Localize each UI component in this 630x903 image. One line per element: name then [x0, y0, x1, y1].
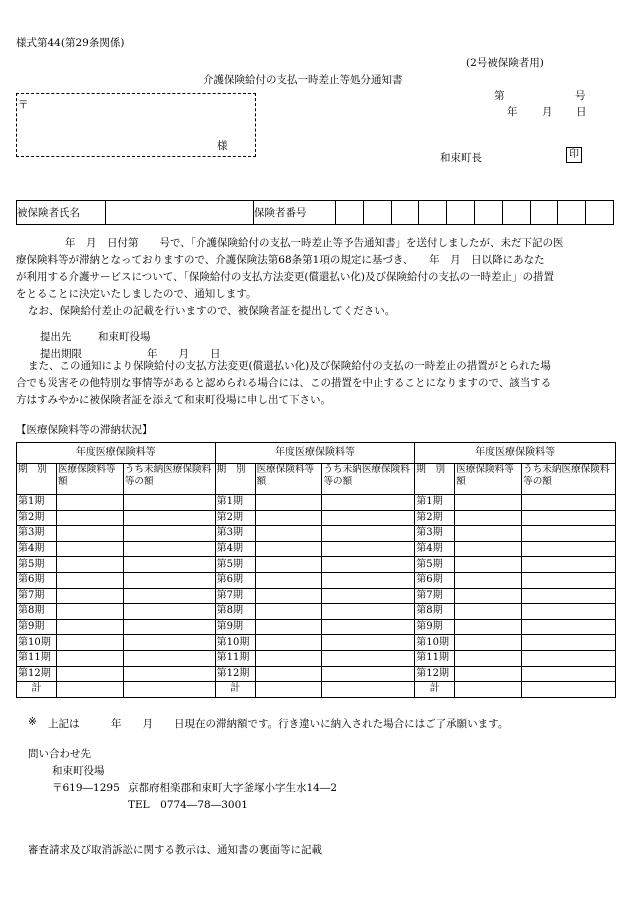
period-column-header: 期 別: [415, 464, 455, 495]
premium-amount-cell: [455, 557, 522, 573]
unpaid-amount-cell: [322, 510, 415, 526]
unpaid-amount-cell: [123, 604, 215, 620]
unpaid-column-header: うち未納医療保険料等の額: [522, 464, 616, 495]
note-mark: ※: [28, 716, 37, 728]
note-text: 上記は 年 月 日現在の滞納額です。行き違いに納入された場合にはご了承願います。: [48, 718, 509, 730]
period-label: 第3期: [215, 526, 255, 542]
premium-amount-cell: [455, 604, 522, 620]
unpaid-amount-cell: [123, 557, 215, 573]
premium-amount-cell: [56, 604, 123, 620]
unpaid-amount-cell: [322, 588, 415, 604]
period-label: 第7期: [215, 588, 255, 604]
unpaid-amount-cell: [322, 541, 415, 557]
period-label: 第1期: [17, 495, 57, 511]
period-label: 第10期: [415, 635, 455, 651]
premium-amount-cell: [255, 604, 322, 620]
postal-mark: 〒: [18, 99, 29, 111]
honorific-sama: 様: [217, 140, 228, 152]
unpaid-amount-cell: [322, 619, 415, 635]
premium-amount-cell: [255, 541, 322, 557]
premium-amount-cell: [56, 495, 123, 511]
insurer-number-digit: [391, 201, 419, 225]
unpaid-column-header: うち未納医療保険料等の額: [322, 464, 415, 495]
unpaid-amount-cell: [123, 588, 215, 604]
period-label: 第12期: [215, 666, 255, 682]
period-label: 第3期: [415, 526, 455, 542]
period-label: 第2期: [17, 510, 57, 526]
unpaid-amount-cell: [123, 650, 215, 666]
premium-amount-cell: [255, 572, 322, 588]
insurer-number-digit: [586, 201, 614, 225]
insured-name-label: 被保険者氏名: [17, 201, 106, 225]
date-year: 年: [507, 106, 518, 118]
period-label: 第11期: [415, 650, 455, 666]
premium-amount-cell: [56, 557, 123, 573]
period-label: 第1期: [215, 495, 255, 511]
submit-to-value: 和束町役場: [98, 331, 151, 343]
notice-line: 合でも災害その他特別な事情等があると認められる場合には、この措置を中止することになりますので、該当する: [16, 377, 552, 389]
total-label: 計: [415, 682, 455, 698]
period-label: 第6期: [17, 572, 57, 588]
period-label: 第4期: [415, 541, 455, 557]
premium-total-cell: [56, 682, 123, 698]
unpaid-amount-cell: [322, 572, 415, 588]
premium-amount-cell: [455, 572, 522, 588]
insurer-number-digit: [363, 201, 391, 225]
period-label: 第11期: [17, 650, 57, 666]
period-label: 第12期: [17, 666, 57, 682]
insured-name-field: [106, 201, 254, 225]
unpaid-amount-cell: [322, 635, 415, 651]
issuer-name: 和束町長: [440, 152, 482, 164]
unpaid-amount-cell: [522, 666, 616, 682]
period-label: 第10期: [17, 635, 57, 651]
unpaid-amount-cell: [522, 541, 616, 557]
period-label: 第9期: [215, 619, 255, 635]
unpaid-column-header: うち未納医療保険料等の額: [123, 464, 215, 495]
premium-amount-cell: [455, 619, 522, 635]
notice-line: 療保険料等が滞納となっておりますので、介護保険法第68条第1項の規定に基づき、 年 月 日以降にあなた: [16, 254, 545, 266]
period-label: 第6期: [215, 572, 255, 588]
period-label: 第7期: [17, 588, 57, 604]
unpaid-amount-cell: [522, 495, 616, 511]
contact-address: 京都府相楽郡和束町大字釜塚小字生水14―2: [128, 782, 338, 794]
notice-paragraph-1: [16, 235, 616, 320]
unpaid-amount-cell: [123, 541, 215, 557]
premium-amount-cell: [56, 510, 123, 526]
premium-amount-cell: [56, 619, 123, 635]
unpaid-amount-cell: [522, 635, 616, 651]
insurer-number-digit: [530, 201, 558, 225]
contact-heading: 問い合わせ先: [28, 748, 91, 760]
period-label: 第4期: [215, 541, 255, 557]
period-label: 第11期: [215, 650, 255, 666]
premium-amount-cell: [56, 650, 123, 666]
unpaid-amount-cell: [522, 557, 616, 573]
period-label: 第10期: [215, 635, 255, 651]
issuer-seal: 印: [566, 147, 582, 163]
premium-amount-cell: [255, 510, 322, 526]
unpaid-amount-cell: [322, 557, 415, 573]
period-label: 第9期: [17, 619, 57, 635]
unpaid-amount-cell: [522, 588, 616, 604]
period-label: 第9期: [415, 619, 455, 635]
premium-amount-cell: [455, 526, 522, 542]
unpaid-total-cell: [522, 682, 616, 698]
insured-info-table: [16, 200, 614, 225]
insurer-number-digit: [502, 201, 530, 225]
address-box: [16, 93, 256, 157]
unpaid-amount-cell: [522, 572, 616, 588]
unpaid-amount-cell: [322, 526, 415, 542]
period-label: 第7期: [415, 588, 455, 604]
premium-amount-cell: [56, 588, 123, 604]
unpaid-amount-cell: [123, 495, 215, 511]
unpaid-amount-cell: [123, 510, 215, 526]
premium-amount-cell: [56, 541, 123, 557]
unpaid-amount-cell: [123, 572, 215, 588]
fiscal-year-header: 年度医療保険料等: [415, 443, 616, 464]
premium-amount-cell: [255, 588, 322, 604]
date-day: 日: [576, 106, 587, 118]
status-heading: 【医療保険料等の滞納状況】: [16, 424, 153, 436]
fiscal-year-header: 年度医療保険料等: [17, 443, 216, 464]
premium-amount-cell: [255, 557, 322, 573]
premium-amount-cell: [255, 495, 322, 511]
insurer-number-digit: [558, 201, 586, 225]
premium-amount-cell: [255, 635, 322, 651]
notice-line: また、この通知により保険給付の支払方法変更(償還払い化)及び保険給付の支払の一時差止の措置がとられた場: [28, 360, 551, 372]
period-label: 第2期: [215, 510, 255, 526]
notice-line: が利用する介護サービスについて、「保険給付の支払方法変更(償還払い化)及び保険給付の支払の一時差止」の措置: [16, 271, 555, 283]
unpaid-amount-cell: [522, 650, 616, 666]
premium-amount-cell: [455, 541, 522, 557]
premium-column-header: 医療保険料等額: [255, 464, 322, 495]
premium-amount-cell: [255, 650, 322, 666]
document-title: 介護保険給付の支払一時差止等処分通知書: [203, 74, 403, 86]
unpaid-amount-cell: [322, 650, 415, 666]
contact-postal: 〒619―1295: [52, 782, 120, 794]
premium-amount-cell: [56, 635, 123, 651]
unpaid-amount-cell: [522, 604, 616, 620]
insured-type: (2号被保険者用): [466, 57, 544, 69]
period-label: 第3期: [17, 526, 57, 542]
premium-amount-cell: [56, 572, 123, 588]
notice-line: をとることに決定いたしましたので、通知します。: [16, 288, 257, 300]
insurer-number-digit: [336, 201, 364, 225]
unpaid-amount-cell: [123, 526, 215, 542]
premium-amount-cell: [255, 526, 322, 542]
total-label: 計: [17, 682, 57, 698]
contact-tel: TEL 0774―78―3001: [128, 799, 248, 811]
premium-amount-cell: [455, 635, 522, 651]
period-label: 第5期: [17, 557, 57, 573]
premium-amount-cell: [455, 495, 522, 511]
footer-notice: 審査請求及び取消訴訟に関する教示は、通知書の裏面等に記載: [28, 844, 322, 856]
period-label: 第5期: [215, 557, 255, 573]
insurer-number-digit: [419, 201, 447, 225]
premium-amount-cell: [455, 588, 522, 604]
period-column-header: 期 別: [215, 464, 255, 495]
insurer-number-digit: [474, 201, 502, 225]
period-label: 第8期: [415, 604, 455, 620]
premium-column-header: 医療保険料等額: [455, 464, 522, 495]
period-label: 第8期: [215, 604, 255, 620]
notice-paragraph-2: なお、保険給付差止の記載を行いますので、被保険者証を提出してください。: [28, 305, 396, 317]
period-label: 第1期: [415, 495, 455, 511]
insurer-number-digit: [447, 201, 475, 225]
notice-line: 年 月 日付第 号で、「介護保険給付の支払一時差止等予告通知書」を送付しましたが、未だ下記の医: [44, 237, 564, 249]
period-label: 第8期: [17, 604, 57, 620]
unpaid-total-cell: [123, 682, 215, 698]
date-month: 月: [542, 106, 553, 118]
unpaid-amount-cell: [322, 666, 415, 682]
unpaid-amount-cell: [123, 666, 215, 682]
contact-office: 和束町役場: [52, 765, 105, 777]
premium-total-cell: [455, 682, 522, 698]
unpaid-amount-cell: [522, 510, 616, 526]
unpaid-amount-cell: [522, 619, 616, 635]
premium-amount-cell: [455, 650, 522, 666]
unpaid-amount-cell: [322, 495, 415, 511]
unpaid-amount-cell: [322, 604, 415, 620]
form-number: 様式第44(第29条関係): [16, 37, 125, 49]
unpaid-total-cell: [322, 682, 415, 698]
doc-number-go: 号: [575, 90, 586, 102]
period-column-header: 期 別: [17, 464, 57, 495]
insurer-number-label: 保険者番号: [254, 201, 336, 225]
unpaid-amount-cell: [522, 526, 616, 542]
doc-number-dai: 第: [494, 90, 505, 102]
deadline-label: 提出期限: [40, 348, 82, 360]
period-label: 第12期: [415, 666, 455, 682]
premium-amount-cell: [455, 666, 522, 682]
unpaid-amount-cell: [123, 635, 215, 651]
period-label: 第2期: [415, 510, 455, 526]
period-label: 第5期: [415, 557, 455, 573]
period-label: 第4期: [17, 541, 57, 557]
submit-to-label: 提出先: [40, 331, 72, 343]
deadline-value: 年 月 日: [147, 348, 221, 360]
premium-amount-cell: [255, 666, 322, 682]
premium-amount-cell: [56, 666, 123, 682]
premium-amount-cell: [455, 510, 522, 526]
premium-amount-cell: [56, 526, 123, 542]
fiscal-year-header: 年度医療保険料等: [215, 443, 415, 464]
period-label: 第6期: [415, 572, 455, 588]
premium-amount-cell: [255, 619, 322, 635]
notice-paragraph-3: [16, 358, 616, 409]
notice-line: 方はすみやかに被保険者証を添えて和束町役場に申し出て下さい。: [16, 394, 331, 406]
arrears-status-table: [16, 442, 616, 698]
premium-column-header: 医療保険料等額: [56, 464, 123, 495]
total-label: 計: [215, 682, 255, 698]
unpaid-amount-cell: [123, 619, 215, 635]
premium-total-cell: [255, 682, 322, 698]
